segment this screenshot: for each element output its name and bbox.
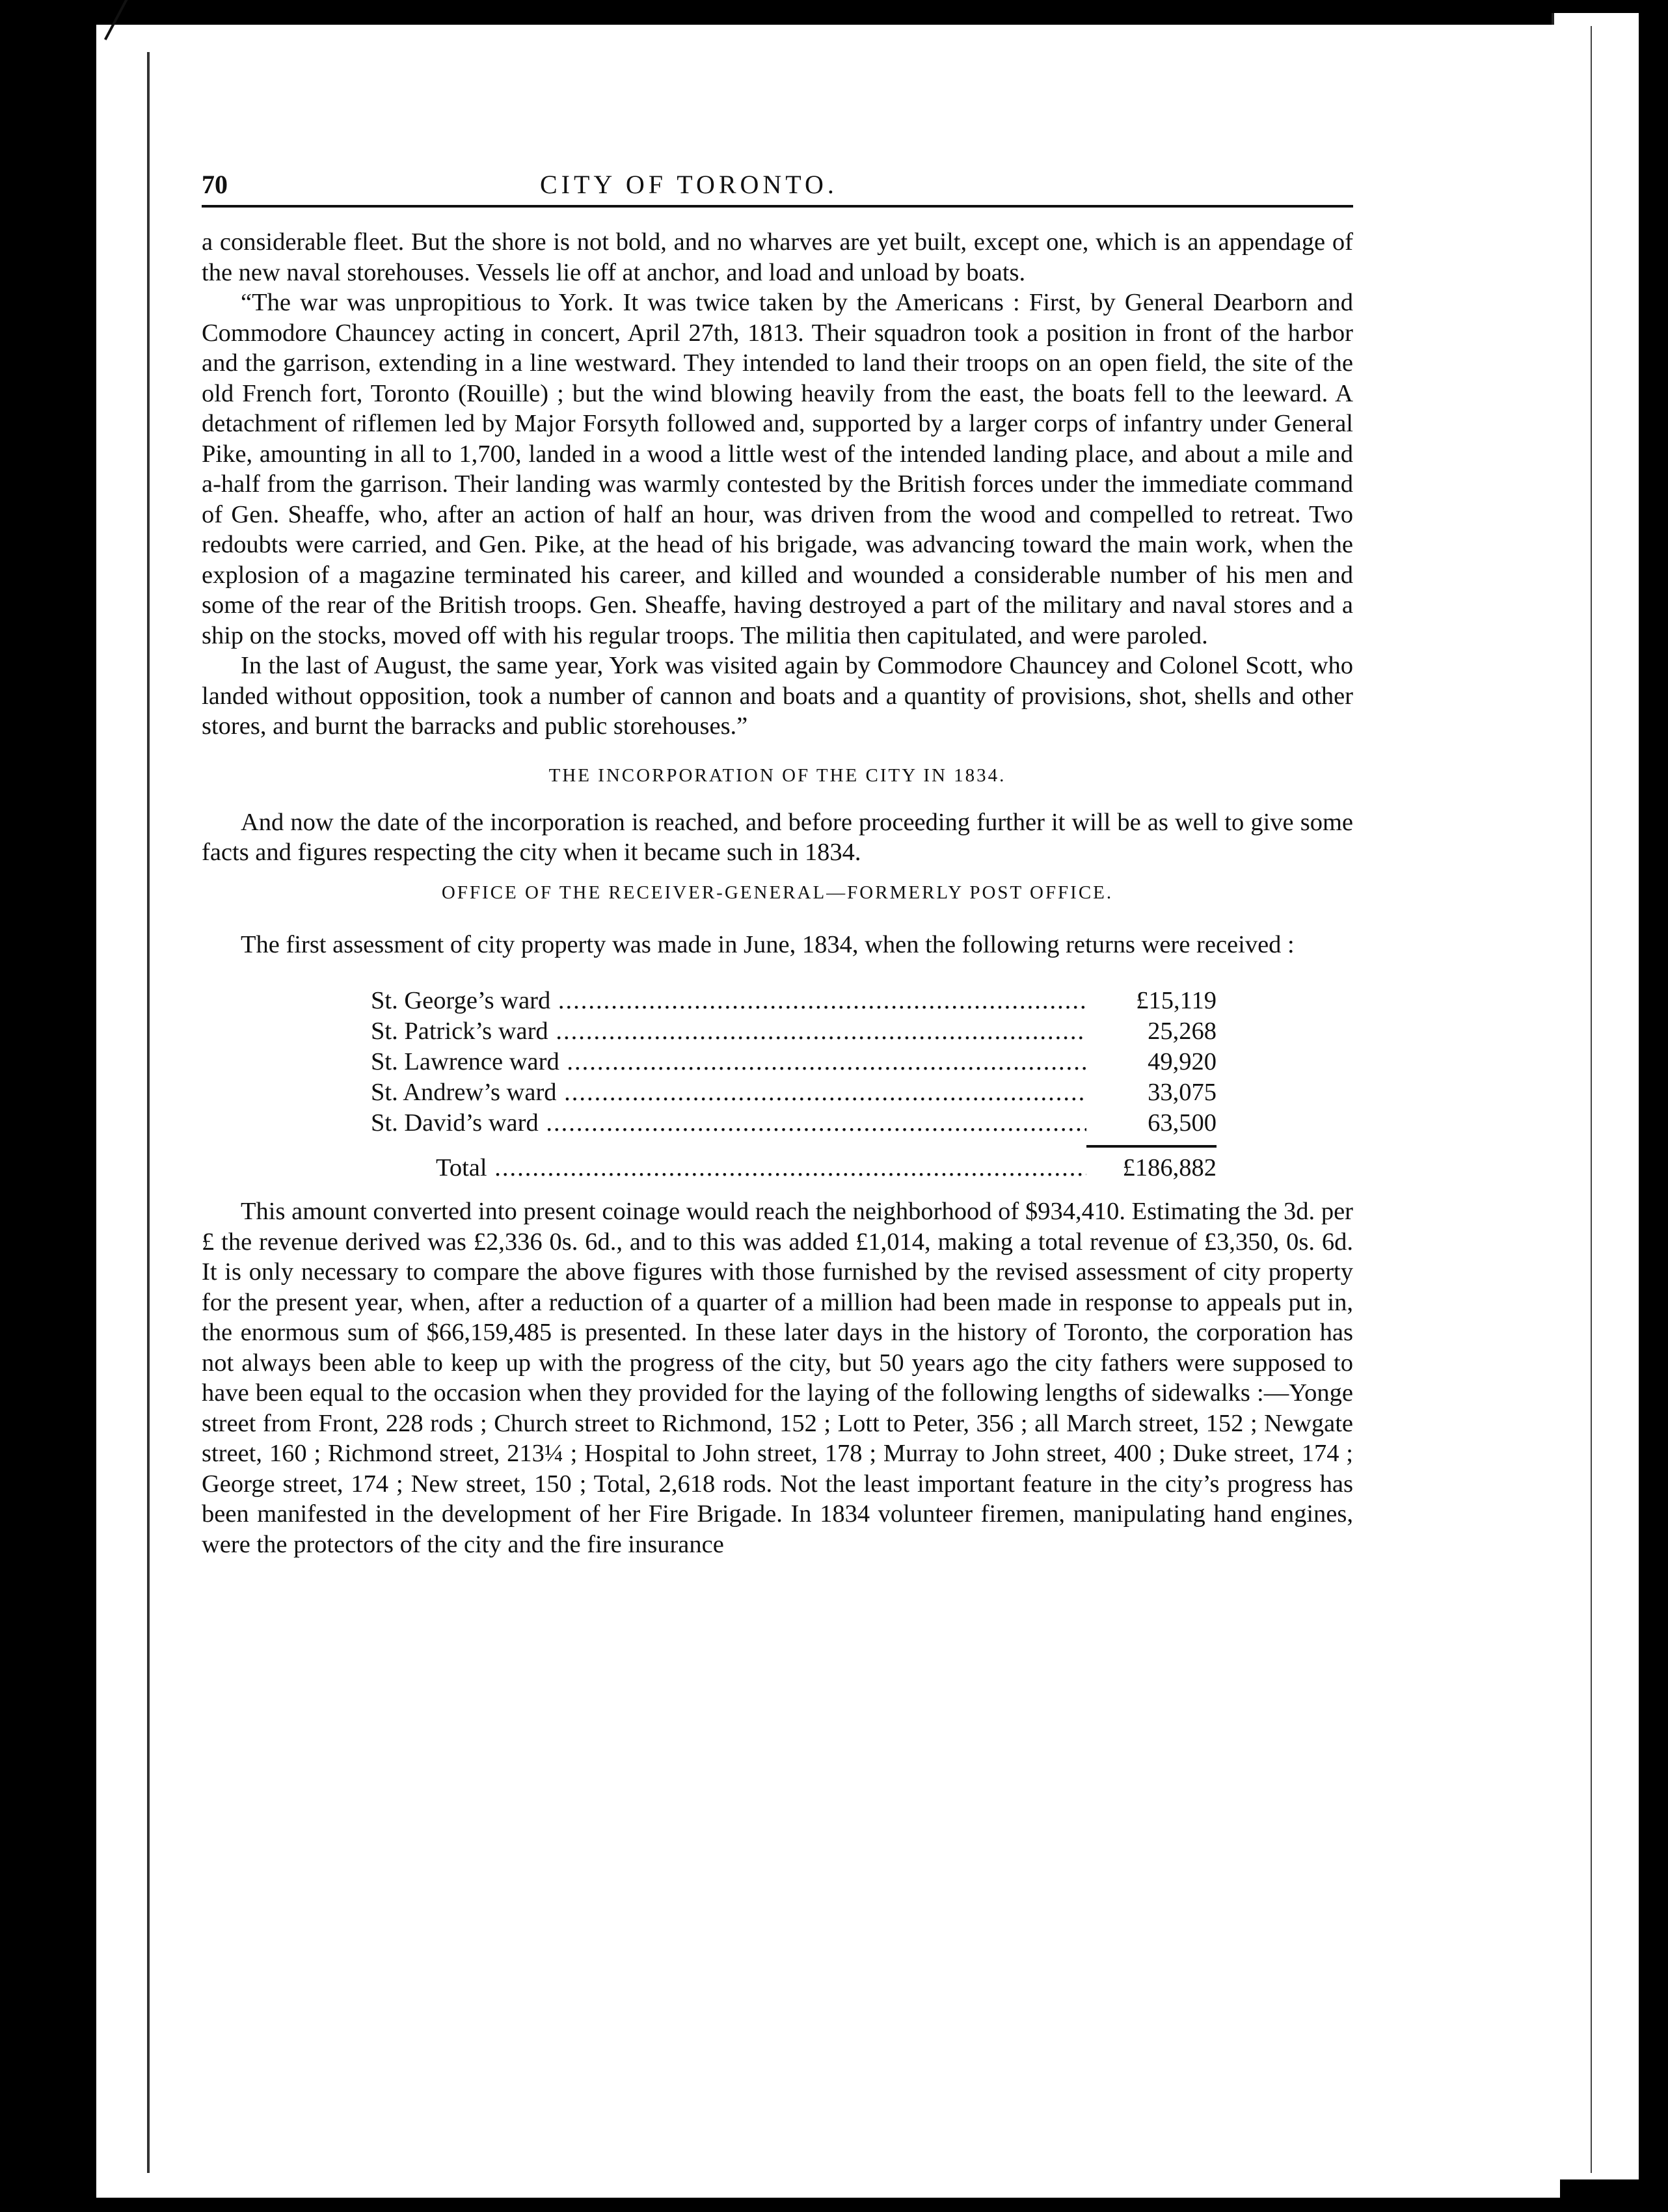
assessment-table (371, 986, 1217, 1183)
table-row (371, 986, 1217, 1016)
table-row (371, 1077, 1217, 1108)
page-header (202, 169, 1353, 208)
ward-amount: 25,268 (1148, 1018, 1217, 1045)
ward-name: St. Patrick’s ward ..... (371, 1016, 1086, 1047)
page-number: 70 (202, 170, 228, 199)
table-row (371, 1016, 1217, 1047)
adjacent-page-edge (1552, 13, 1639, 2179)
ward-amount: £15,119 (1136, 987, 1217, 1014)
paragraph: In the last of August, the same year, York was visited again by Commodore Chauncey and Colonel Scott, who landed without opposition, took a number of cannon and boats and a quantity of provisions, shot, shells and other stores, and burnt the barracks and public storehouses.” (202, 652, 1353, 740)
ward-name: St. Andrew’s ward ..... (371, 1077, 1086, 1108)
paragraph: “The war was unpropitious to York. It was twice taken by the Americans : First, by General Dearborn and Commodore Chauncey acting in concert, April 27th, 1813. Their squadron took a position in front of the harbor and the garrison, extending in a line westward. They intended to land their troops on an open field, the site of the old French fort, Toronto (Rouille) ; but the wind blowing heavily from the east, the boats fell to the leeward. A detachment of riflemen led by Major Forsyth followed and, supported by a larger corps of infantry under General Pike, amounting in all to 1,700, landed in a wood a little west of the intended landing place, and about a mile and a-half from the garrison. Their landing was warmly contested by the British forces under the immediate command of Gen. Sheaffe, who, after an action of half an hour, was driven from the wood and compelled to retreat. Two redoubts were carried, and Gen. Pike, at the head of his brigade, was advancing toward the main work, when the explosion of a magazine terminated his career, and killed and wounded a considerable number of his men and some of the rear of the British troops. Gen. Sheaffe, having destroyed a part of the military and naval stores and a ship on the stocks, moved off with his regular troops. The militia then capitulated, and were paroled. (202, 289, 1353, 649)
page-fold-line (1591, 26, 1592, 2173)
paragraph: This amount converted into present coinage would reach the neighborhood of $934,410. Estimating the 3d. per £ the revenue derived was £2,336 0s. 6d., and to this was added £1,014, making a total revenue of £3,350, 0s. 6d. It is only necessary to compare the above figures with those furnished by the revised assessment of city property for the present year, when, after a reduction of a quarter of a million had been made in response to appeals put in, the enormous sum of $66,159,485 is presented. In these later days in the history of Toronto, the corporation has not always been able to keep up with the progress of the city, but 50 years ago the city fathers were supposed to have been equal to the occasion when they provided for the laying of the following lengths of sidewalks :—Yonge street from Front, 228 rods ; Church street to Richmond, 152 ; Lott to Peter, 356 ; all March street, 152 ; Newgate street, 160 ; Richmond street, 213¼ ; Hospital to John street, 178 ; Murray to John street, 400 ; Duke street, 174 ; George street, 174 ; New street, 150 ; Total, 2,618 rods. Not the least important feature in the city’s progress has been manifested in the development of her Fire Brigade. In 1834 volunteer firemen, manipulating hand engines, were the protectors of the city and the fire insurance (202, 1198, 1353, 1558)
total-row (436, 1153, 1217, 1183)
running-head: CITY OF TORONTO. (540, 170, 838, 199)
table-row (371, 1047, 1217, 1077)
ward-name: St. Lawrence ward ..... (371, 1047, 1086, 1077)
ward-amount: 63,500 (1148, 1109, 1217, 1137)
ward-amount: 33,075 (1148, 1079, 1217, 1106)
paragraph: a considerable fleet. But the shore is not bold, and no wharves are yet built, except one, which is an appendage of the new naval storehouses. Vessels lie off at anchor, and load and unload by boats. (202, 228, 1353, 286)
page-border-line (147, 52, 150, 2173)
ward-name: St. David’s ward ..... (371, 1108, 1086, 1139)
ward-amount: 49,920 (1148, 1048, 1217, 1075)
total-rule (1086, 1145, 1217, 1148)
table-row (371, 1108, 1217, 1139)
total-amount: £186,882 (1122, 1154, 1217, 1181)
section-heading: OFFICE OF THE RECEIVER-GENERAL—FORMERLY POST OFFICE. (441, 882, 1114, 903)
paragraph: The first assessment of city property was made in June, 1834, when the following returns were received : (241, 930, 1295, 958)
section-heading: THE INCORPORATION OF THE CITY IN 1834. (548, 764, 1006, 786)
paragraph: And now the date of the incorporation is reached, and before proceeding further it will be as well to give some facts and figures respecting the city when it became such in 1834. (202, 808, 1353, 866)
total-label: Total ..... (436, 1153, 1086, 1183)
ward-name: St. George’s ward ..... (371, 986, 1086, 1016)
page-content (202, 169, 1353, 1559)
